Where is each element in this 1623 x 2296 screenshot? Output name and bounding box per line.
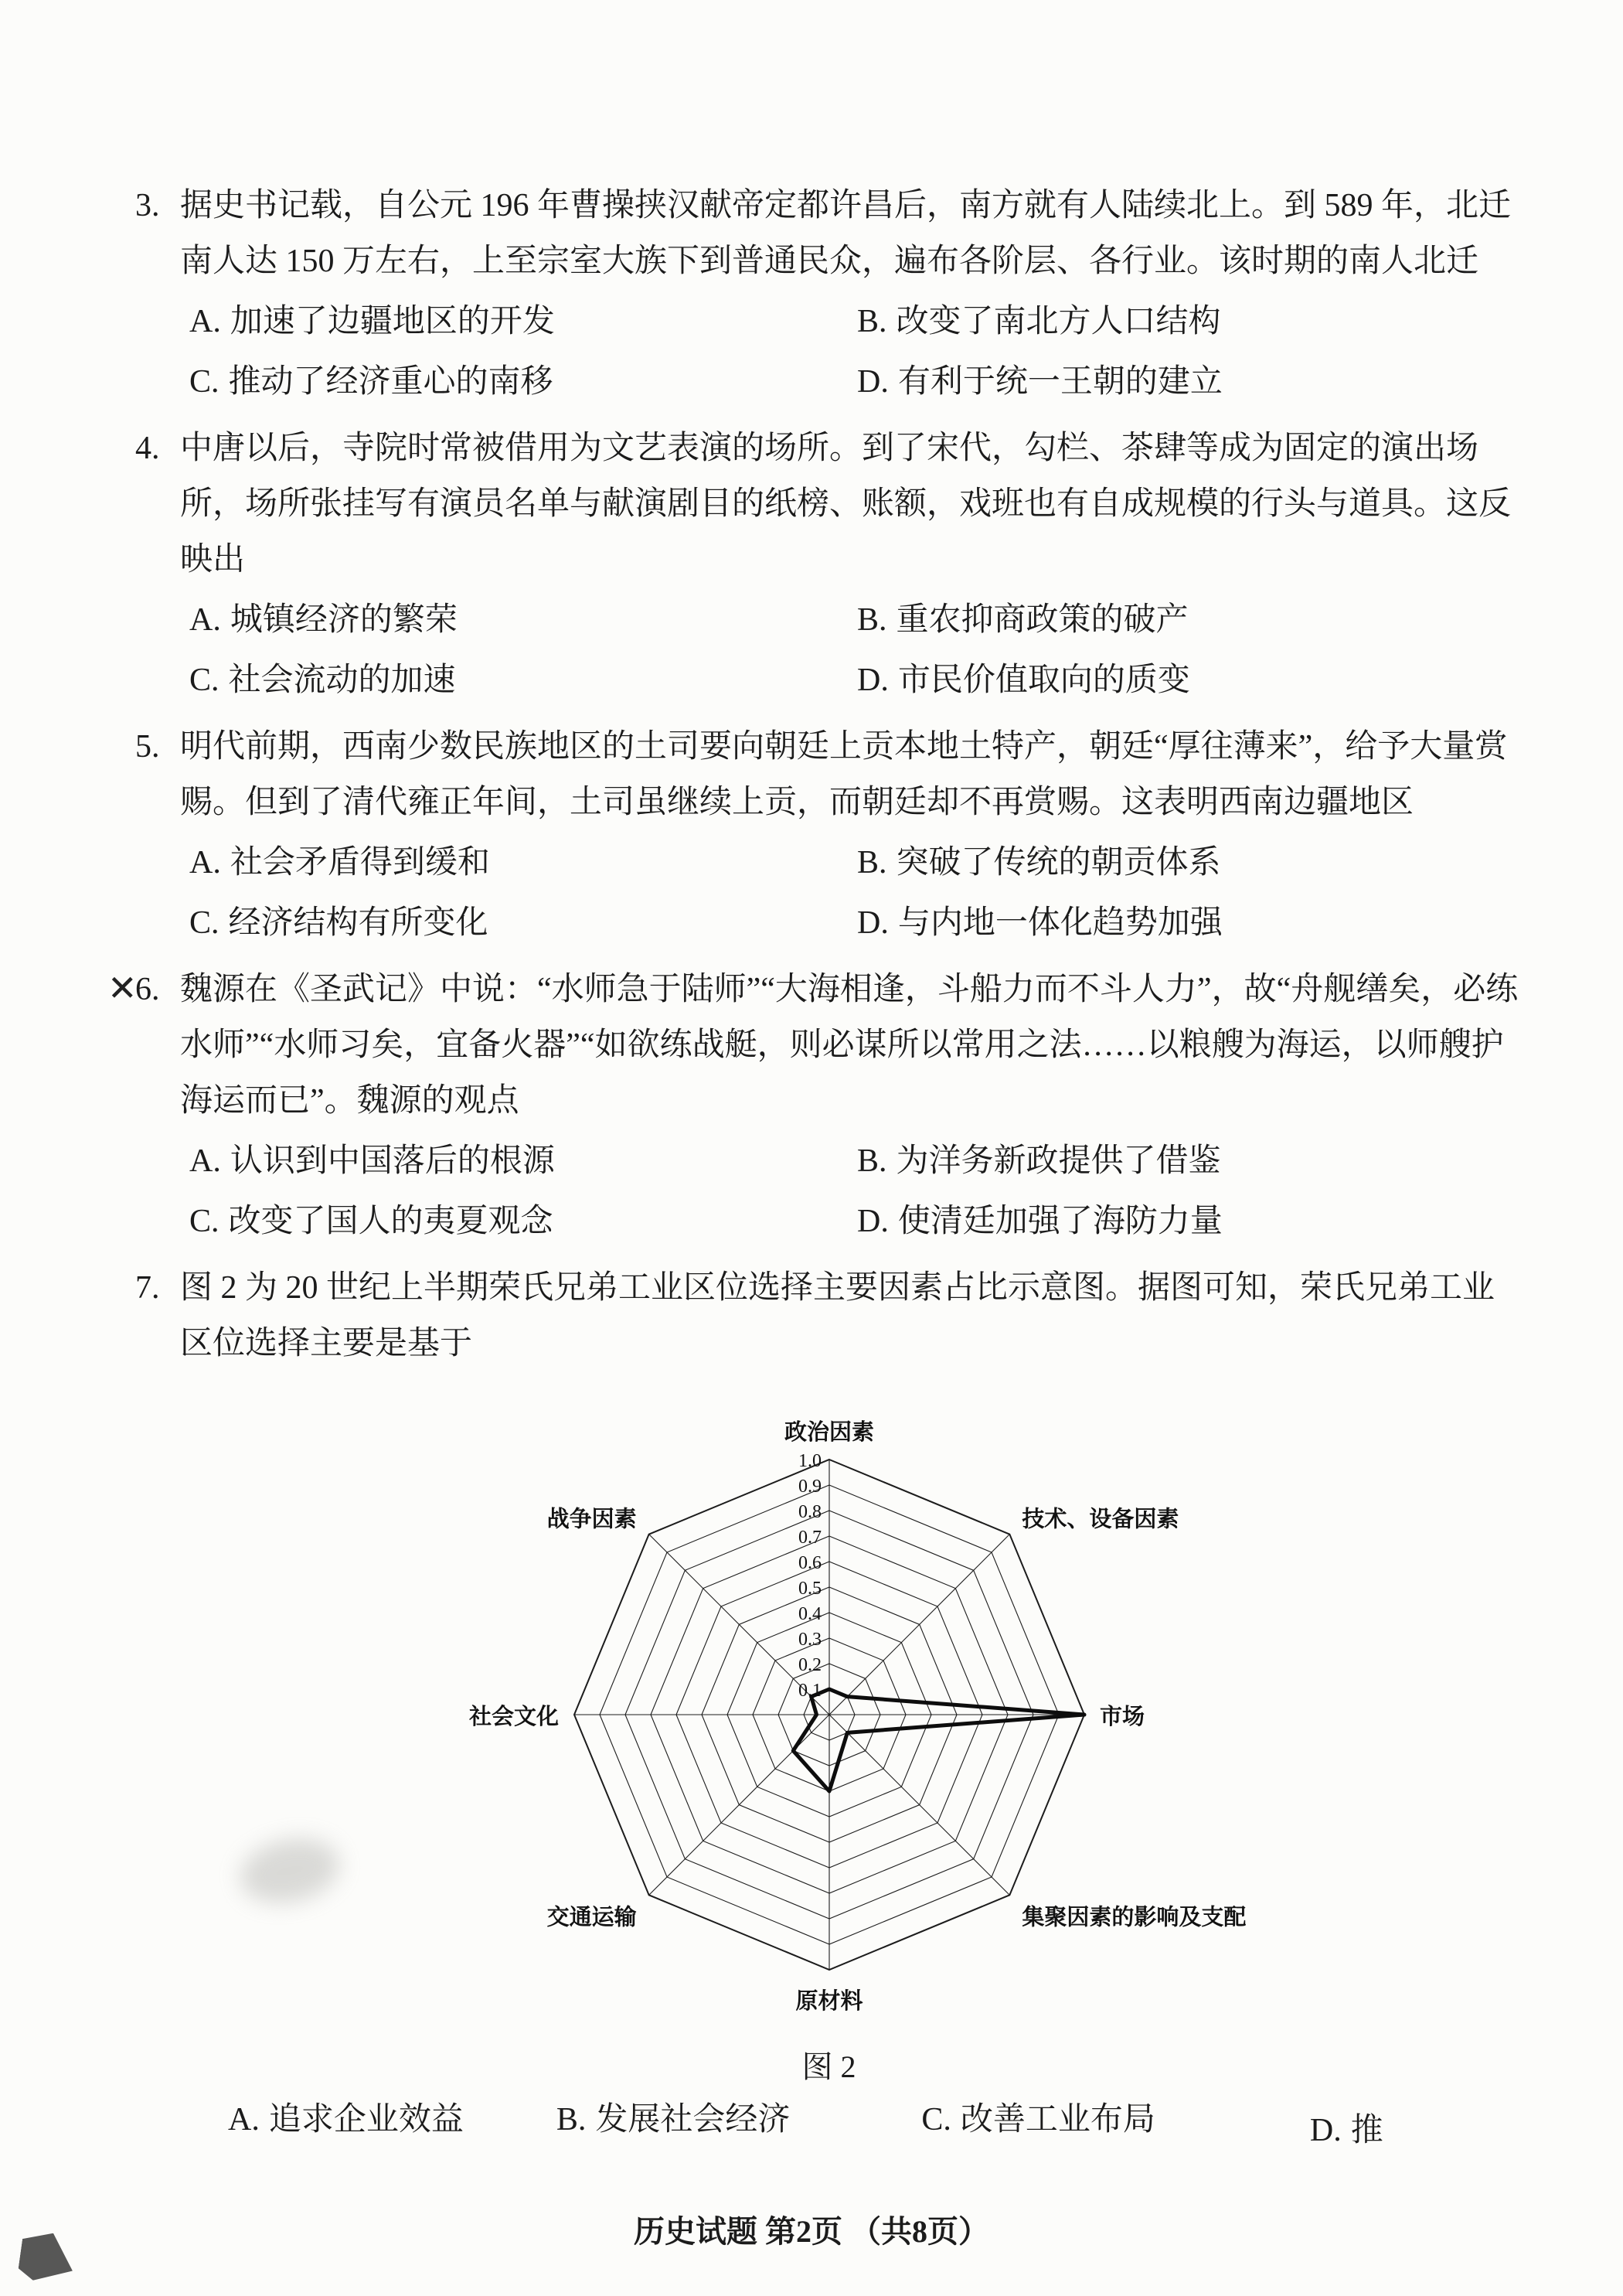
option-b-label: B. xyxy=(857,845,887,881)
question-5-number: 5. xyxy=(135,729,160,765)
option-a-text: 认识到中国落后的根源 xyxy=(230,1143,555,1179)
question-5-stem xyxy=(135,719,1519,830)
option-d-text: 使清廷加强了海防力量 xyxy=(897,1204,1223,1239)
page-footer: 历史试题 第2页 （共8页） xyxy=(634,2214,989,2249)
option-b-text: 改变了南北方人口结构 xyxy=(896,304,1221,339)
question-4-number: 4. xyxy=(135,431,160,466)
radar-axis-label: 集聚因素的影响及支配 xyxy=(1021,1905,1246,1930)
option-d xyxy=(1310,2106,1383,2155)
question-3 xyxy=(135,178,1519,410)
question-7 xyxy=(135,1260,1519,1371)
question-4-stem xyxy=(135,421,1519,588)
radar-axis-label: 市场 xyxy=(1099,1705,1145,1729)
option-c-label: C. xyxy=(189,1204,219,1239)
question-4-text: 中唐以后，寺院时常被借用为文艺表演的场所。到了宋代，勾栏、茶肆等成为固定的演出场所，场所张挂写有演员名单与献演剧目的纸榜、账额，戏班也有自成规模的行头与道具。这反映出 xyxy=(180,431,1512,577)
option-b-label: B. xyxy=(556,2102,587,2138)
option-a-text: 社会矛盾得到缓和 xyxy=(230,845,490,881)
option-d-label: D. xyxy=(857,1204,889,1239)
option-a-label: A. xyxy=(189,304,221,339)
option-b-label: B. xyxy=(857,1143,887,1179)
question-3-number: 3. xyxy=(135,188,160,223)
option-d xyxy=(857,354,1519,410)
option-a-label: A. xyxy=(228,2102,260,2138)
radar-tick-label: 0.4 xyxy=(798,1604,822,1624)
radar-axis-label: 原材料 xyxy=(794,1989,863,2014)
question-5 xyxy=(135,719,1519,951)
option-b xyxy=(857,294,1519,349)
option-d-label: D. xyxy=(857,905,889,941)
radar-axis-label: 社会文化 xyxy=(468,1705,559,1729)
radar-tick-label: 0.2 xyxy=(798,1655,822,1675)
option-a xyxy=(228,2095,464,2144)
option-b-text: 发展社会经济 xyxy=(595,2102,791,2138)
option-d-text: 市民价值取向的质变 xyxy=(897,663,1190,698)
radar-tick-label: 1.0 xyxy=(798,1451,822,1471)
option-c-label: C. xyxy=(189,663,219,698)
question-7-stem xyxy=(135,1260,1519,1371)
question-7-options xyxy=(135,2095,1523,2148)
radar-tick-label: 0.3 xyxy=(798,1630,822,1650)
option-c xyxy=(189,354,851,410)
option-a-label: A. xyxy=(189,845,221,881)
option-b xyxy=(857,835,1519,891)
radar-tick-label: 0.7 xyxy=(798,1528,822,1548)
option-b-text: 重农抑商政策的破产 xyxy=(896,602,1189,638)
option-b-label: B. xyxy=(857,304,887,339)
question-6-text: 魏源在《圣武记》中说：“水师急于陆师”“大海相逢，斗船力而不斗人力”，故“舟舰缮矣，必练水师”“水师习矣，宜备火器”“如欲练战艇，则必谋所以常用之法……以粮艘为海运，以师艘护海运而已”。魏源的观点 xyxy=(180,972,1519,1119)
chart-caption: 图 2 xyxy=(801,2049,856,2084)
option-c-label: C. xyxy=(189,364,219,400)
option-c-text: 经济结构有所变化 xyxy=(228,905,488,941)
option-a xyxy=(189,592,851,648)
radar-tick-label: 0.5 xyxy=(798,1579,822,1599)
handwritten-cross-mark: ✕ xyxy=(107,967,138,1009)
option-c-label: C. xyxy=(189,905,219,941)
radar-tick-label: 0.6 xyxy=(798,1553,822,1573)
option-a-label: A. xyxy=(189,1143,221,1179)
option-c-text: 改善工业布局 xyxy=(960,2102,1155,2138)
option-a-label: A. xyxy=(189,602,221,638)
option-d-label: D. xyxy=(857,663,889,698)
option-c-label: C. xyxy=(921,2102,951,2138)
question-6 xyxy=(107,962,1519,1249)
option-c xyxy=(189,1194,851,1249)
question-5-text: 明代前期，西南少数民族地区的土司要向朝廷上贡本地土特产，朝廷“厚往薄来”，给予大量赏赐。但到了清代雍正年间，土司虽继续上贡，而朝廷却不再赏赐。这表明西南边疆地区 xyxy=(180,729,1508,820)
option-d xyxy=(857,652,1519,708)
option-b xyxy=(857,592,1519,648)
question-6-options xyxy=(135,1133,1519,1249)
option-b xyxy=(556,2095,791,2144)
option-b-label: B. xyxy=(857,602,887,638)
option-d xyxy=(857,1194,1519,1249)
option-a-text: 追求企业效益 xyxy=(268,2102,464,2138)
radar-axis-label: 交通运输 xyxy=(546,1905,637,1930)
radar-tick-label: 0.8 xyxy=(798,1502,822,1522)
radar-chart-svg xyxy=(265,1382,1393,2047)
question-7-number: 7. xyxy=(135,1270,160,1306)
question-5-options xyxy=(135,835,1519,951)
option-a-text: 城镇经济的繁荣 xyxy=(230,602,458,638)
option-a xyxy=(189,1133,851,1189)
option-d-text: 有利于统一王朝的建立 xyxy=(897,364,1223,400)
option-b-text: 突破了传统的朝贡体系 xyxy=(896,845,1221,881)
radar-chart-figure xyxy=(265,1382,1393,2087)
option-d-label: D. xyxy=(1309,2113,1342,2148)
question-3-options xyxy=(135,294,1519,410)
radar-axis-label: 技术、设备因素 xyxy=(1021,1507,1179,1532)
option-b-text: 为洋务新政提供了借鉴 xyxy=(896,1143,1221,1179)
question-4 xyxy=(135,421,1519,708)
option-c-text: 社会流动的加速 xyxy=(228,663,456,698)
option-a-text: 加速了边疆地区的开发 xyxy=(230,304,555,339)
radar-axis-label: 战争因素 xyxy=(546,1507,637,1532)
radar-tick-label: 0.9 xyxy=(798,1477,822,1497)
option-c-text: 改变了国人的夷夏观念 xyxy=(228,1204,553,1239)
option-d-label: D. xyxy=(857,364,889,400)
radar-data-series xyxy=(793,1689,1084,1791)
option-c xyxy=(189,652,851,708)
option-d xyxy=(857,895,1519,951)
question-3-stem xyxy=(135,178,1519,289)
question-7-text: 图 2 为 20 世纪上半期荣氏兄弟工业区位选择主要因素占比示意图。据图可知，荣氏兄弟工业区位选择主要是基于 xyxy=(180,1270,1495,1361)
option-a xyxy=(189,294,851,349)
option-c-text: 推动了经济重心的南移 xyxy=(228,364,553,400)
radar-tick-label: 0.1 xyxy=(798,1681,822,1701)
option-d-text: 推 xyxy=(1350,2113,1383,2148)
option-b xyxy=(857,1133,1519,1189)
radar-axis-label: 政治因素 xyxy=(784,1420,874,1445)
question-6-number: 6. xyxy=(135,972,160,1007)
option-a xyxy=(189,835,851,891)
option-c xyxy=(189,895,851,951)
question-6-stem xyxy=(107,962,1519,1129)
question-4-options xyxy=(135,592,1519,708)
question-3-text: 据史书记载，自公元 196 年曹操挟汉献帝定都许昌后，南方就有人陆续北上。到 589 年，北迁南人达 150 万左右，上至宗室大族下到普通民众，遍布各阶层、各行业。该时期的南人北迁 xyxy=(180,188,1512,279)
option-c xyxy=(921,2095,1155,2144)
option-d-text: 与内地一体化趋势加强 xyxy=(897,905,1223,941)
